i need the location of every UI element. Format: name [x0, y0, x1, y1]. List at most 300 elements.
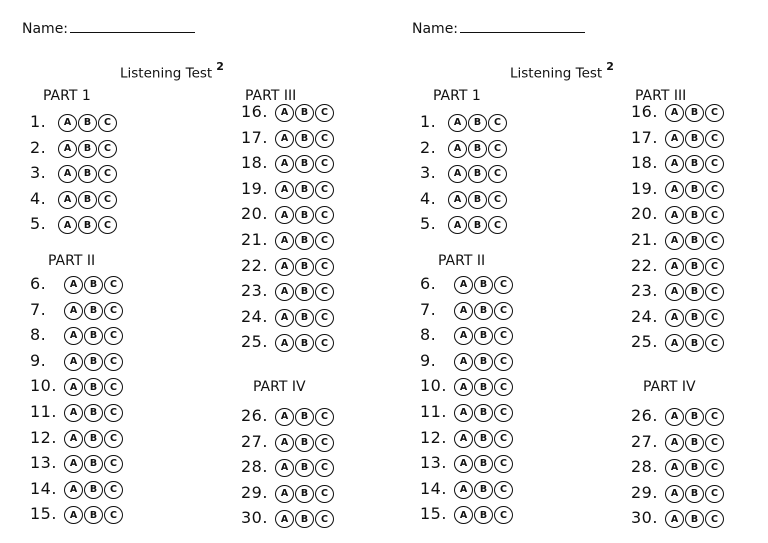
- answer-bubble-a[interactable]: A: [275, 510, 294, 528]
- answer-bubble-group: [665, 155, 725, 173]
- answer-bubble-b[interactable]: B: [295, 232, 314, 250]
- question-number: 28.: [631, 457, 658, 477]
- question-number: 25.: [241, 332, 268, 352]
- answer-bubble-a[interactable]: A: [275, 155, 294, 173]
- answer-bubble-b[interactable]: B: [685, 130, 704, 148]
- answer-bubble-c[interactable]: C: [98, 191, 117, 209]
- answer-bubble-a[interactable]: A: [454, 276, 473, 294]
- answer-bubble-b[interactable]: B: [685, 104, 704, 122]
- name-label-text: Name:: [22, 21, 69, 37]
- answer-bubble-group: [665, 485, 725, 503]
- answer-bubble-b[interactable]: B: [295, 408, 314, 426]
- answer-bubble-a[interactable]: A: [454, 481, 473, 499]
- answer-bubble-group: [64, 302, 124, 320]
- answer-bubble-group: [665, 459, 725, 477]
- answer-bubble-c[interactable]: C: [98, 216, 117, 234]
- answer-bubble-b[interactable]: B: [295, 130, 314, 148]
- answer-bubble-b[interactable]: B: [685, 232, 704, 250]
- answer-bubble-b[interactable]: B: [84, 430, 103, 448]
- part-heading: PART III: [245, 88, 297, 104]
- answer-bubble-c[interactable]: C: [488, 165, 507, 183]
- answer-bubble-c[interactable]: C: [494, 404, 513, 422]
- answer-bubble-c[interactable]: C: [705, 283, 724, 301]
- question-number: 26.: [241, 406, 268, 425]
- answer-bubble-c[interactable]: C: [494, 430, 513, 448]
- answer-bubble-group: [448, 165, 508, 183]
- answer-bubble-a[interactable]: A: [275, 408, 294, 426]
- answer-bubble-a[interactable]: A: [64, 353, 83, 371]
- answer-bubble-c[interactable]: C: [104, 378, 123, 396]
- answer-bubble-b[interactable]: B: [474, 327, 493, 345]
- answer-bubble-a[interactable]: A: [665, 232, 684, 250]
- answer-bubble-c[interactable]: C: [104, 353, 123, 371]
- answer-bubble-group: [275, 130, 335, 148]
- answer-bubble-group: [454, 404, 514, 422]
- question-number: 4.: [30, 188, 47, 208]
- answer-bubble-c[interactable]: C: [705, 334, 724, 352]
- answer-bubble-group: [64, 430, 124, 448]
- question-number: 27.: [241, 431, 268, 451]
- answer-bubble-a[interactable]: A: [64, 378, 83, 396]
- answer-bubble-b[interactable]: B: [468, 140, 487, 158]
- answer-bubble-a[interactable]: A: [665, 434, 684, 452]
- answer-bubble-c[interactable]: C: [705, 206, 724, 224]
- answer-bubble-c[interactable]: C: [104, 481, 123, 499]
- answer-bubble-c[interactable]: C: [705, 181, 724, 199]
- answer-bubble-a[interactable]: A: [58, 114, 77, 132]
- answer-bubble-group: [665, 130, 725, 148]
- answer-bubble-group: [665, 510, 725, 528]
- answer-bubble-c[interactable]: C: [104, 276, 123, 294]
- answer-bubble-b[interactable]: B: [685, 206, 704, 224]
- answer-bubble-b[interactable]: B: [295, 510, 314, 528]
- answer-bubble-a[interactable]: A: [64, 276, 83, 294]
- answer-bubble-a[interactable]: A: [454, 302, 473, 320]
- answer-bubble-c[interactable]: C: [705, 130, 724, 148]
- question-number: 10.: [420, 376, 447, 396]
- question-number: 11.: [420, 402, 447, 421]
- answer-bubble-b[interactable]: B: [295, 181, 314, 199]
- question-number: 27.: [631, 431, 658, 451]
- answer-bubble-c[interactable]: C: [104, 506, 123, 524]
- question-number: 3.: [420, 163, 437, 183]
- answer-bubble-group: [64, 506, 124, 524]
- answer-bubble-a[interactable]: A: [64, 327, 83, 345]
- answer-bubble-a[interactable]: A: [665, 283, 684, 301]
- answer-bubble-a[interactable]: A: [665, 104, 684, 122]
- question-number: 18.: [241, 153, 268, 173]
- answer-bubble-group: [58, 114, 118, 132]
- answer-bubble-a[interactable]: A: [665, 309, 684, 327]
- answer-bubble-c[interactable]: C: [488, 216, 507, 234]
- answer-bubble-c[interactable]: C: [104, 302, 123, 320]
- answer-bubble-b[interactable]: B: [685, 334, 704, 352]
- answer-bubble-c[interactable]: C: [315, 408, 334, 426]
- answer-bubble-a[interactable]: A: [448, 216, 467, 234]
- answer-bubble-group: [454, 302, 514, 320]
- name-field-label: [412, 20, 585, 37]
- question-number: 22.: [631, 255, 658, 275]
- answer-bubble-group: [275, 485, 335, 503]
- answer-bubble-a[interactable]: A: [454, 378, 473, 396]
- answer-bubble-c[interactable]: C: [705, 459, 724, 477]
- answer-bubble-b[interactable]: B: [468, 191, 487, 209]
- answer-bubble-group: [64, 455, 124, 473]
- answer-bubble-group: [275, 181, 335, 199]
- answer-bubble-c[interactable]: C: [705, 155, 724, 173]
- answer-bubble-b[interactable]: B: [84, 327, 103, 345]
- question-number: 12.: [420, 427, 447, 447]
- answer-bubble-a[interactable]: A: [448, 114, 467, 132]
- answer-bubble-b[interactable]: B: [84, 455, 103, 473]
- answer-bubble-b[interactable]: B: [468, 216, 487, 234]
- question-number: 8.: [30, 325, 47, 345]
- answer-bubble-c[interactable]: C: [98, 140, 117, 158]
- answer-bubble-a[interactable]: A: [665, 155, 684, 173]
- answer-bubble-c[interactable]: C: [315, 104, 334, 122]
- answer-bubble-c[interactable]: C: [315, 155, 334, 173]
- answer-bubble-a[interactable]: A: [275, 258, 294, 276]
- answer-bubble-b[interactable]: B: [468, 114, 487, 132]
- answer-bubble-c[interactable]: C: [488, 114, 507, 132]
- answer-bubble-group: [275, 232, 335, 250]
- answer-bubble-c[interactable]: C: [494, 302, 513, 320]
- answer-bubble-group: [275, 206, 335, 224]
- answer-bubble-c[interactable]: C: [315, 334, 334, 352]
- test-title-text: Listening Test: [120, 65, 213, 82]
- answer-bubble-group: [275, 309, 335, 327]
- answer-bubble-a[interactable]: A: [448, 165, 467, 183]
- test-number-superscript: 2: [606, 60, 614, 73]
- answer-bubble-b[interactable]: B: [474, 378, 493, 396]
- question-number: 17.: [631, 127, 658, 147]
- answer-bubble-c[interactable]: C: [104, 455, 123, 473]
- question-number: 10.: [30, 376, 57, 396]
- answer-bubble-b[interactable]: B: [685, 408, 704, 426]
- answer-bubble-c[interactable]: C: [315, 510, 334, 528]
- answer-bubble-a[interactable]: A: [665, 459, 684, 477]
- test-title-text: Listening Test: [510, 65, 603, 82]
- answer-bubble-c[interactable]: C: [98, 165, 117, 183]
- question-number: 8.: [420, 325, 437, 345]
- answer-bubble-group: [665, 258, 725, 276]
- answer-bubble-c[interactable]: C: [705, 309, 724, 327]
- answer-bubble-b[interactable]: B: [84, 302, 103, 320]
- answer-bubble-b[interactable]: B: [685, 181, 704, 199]
- answer-bubble-a[interactable]: A: [665, 408, 684, 426]
- answer-bubble-c[interactable]: C: [705, 434, 724, 452]
- part-heading: PART 1: [433, 88, 481, 104]
- answer-bubble-group: [665, 104, 725, 122]
- answer-bubble-a[interactable]: A: [665, 206, 684, 224]
- question-number: 9.: [420, 350, 437, 370]
- question-number: 6.: [420, 274, 437, 293]
- answer-bubble-b[interactable]: B: [84, 353, 103, 371]
- answer-bubble-c[interactable]: C: [488, 191, 507, 209]
- answer-bubble-b[interactable]: B: [295, 485, 314, 503]
- answer-bubble-a[interactable]: A: [448, 140, 467, 158]
- answer-bubble-group: [58, 191, 118, 209]
- answer-bubble-b[interactable]: B: [78, 216, 97, 234]
- answer-bubble-group: [275, 155, 335, 173]
- answer-bubble-b[interactable]: B: [84, 481, 103, 499]
- test-title: [120, 62, 224, 82]
- answer-bubble-b[interactable]: B: [295, 104, 314, 122]
- answer-bubble-b[interactable]: B: [295, 434, 314, 452]
- test-title: [510, 62, 614, 82]
- question-number: 5.: [420, 214, 437, 234]
- answer-bubble-a[interactable]: A: [275, 130, 294, 148]
- answer-bubble-group: [64, 276, 124, 294]
- question-number: 18.: [631, 153, 658, 173]
- answer-bubble-c[interactable]: C: [315, 258, 334, 276]
- answer-bubble-group: [275, 459, 335, 477]
- answer-bubble-b[interactable]: B: [295, 334, 314, 352]
- answer-bubble-b[interactable]: B: [295, 283, 314, 301]
- answer-bubble-b[interactable]: B: [474, 455, 493, 473]
- answer-bubble-b[interactable]: B: [474, 353, 493, 371]
- answer-bubble-a[interactable]: A: [275, 232, 294, 250]
- answer-bubble-b[interactable]: B: [685, 155, 704, 173]
- answer-bubble-c[interactable]: C: [494, 378, 513, 396]
- answer-bubble-group: [275, 334, 335, 352]
- answer-bubble-c[interactable]: C: [494, 455, 513, 473]
- part-heading: PART IV: [643, 379, 696, 395]
- answer-bubble-group: [64, 327, 124, 345]
- answer-bubble-b[interactable]: B: [78, 114, 97, 132]
- answer-bubble-a[interactable]: A: [275, 104, 294, 122]
- answer-bubble-b[interactable]: B: [295, 309, 314, 327]
- question-number: 7.: [420, 299, 437, 319]
- answer-bubble-a[interactable]: A: [454, 404, 473, 422]
- answer-bubble-group: [64, 378, 124, 396]
- name-input-line[interactable]: [70, 20, 195, 33]
- answer-bubble-b[interactable]: B: [84, 404, 103, 422]
- answer-bubble-a[interactable]: A: [665, 258, 684, 276]
- answer-bubble-group: [665, 181, 725, 199]
- answer-bubble-group: [448, 191, 508, 209]
- answer-bubble-a[interactable]: A: [665, 485, 684, 503]
- answer-bubble-group: [454, 327, 514, 345]
- answer-bubble-b[interactable]: B: [685, 258, 704, 276]
- answer-bubble-b[interactable]: B: [78, 165, 97, 183]
- answer-bubble-c[interactable]: C: [98, 114, 117, 132]
- part-heading: PART IV: [253, 379, 306, 395]
- answer-bubble-group: [454, 353, 514, 371]
- question-number: 28.: [241, 457, 268, 477]
- question-number: 2.: [420, 137, 437, 157]
- part-heading: PART II: [438, 253, 486, 269]
- answer-bubble-b[interactable]: B: [295, 459, 314, 477]
- part-heading: PART III: [635, 88, 687, 104]
- answer-bubble-group: [275, 434, 335, 452]
- answer-bubble-a[interactable]: A: [64, 302, 83, 320]
- answer-bubble-b[interactable]: B: [78, 191, 97, 209]
- answer-bubble-c[interactable]: C: [705, 232, 724, 250]
- answer-bubble-b[interactable]: B: [474, 302, 493, 320]
- answer-bubble-b[interactable]: B: [295, 155, 314, 173]
- answer-bubble-a[interactable]: A: [665, 334, 684, 352]
- name-field-label: [22, 20, 195, 37]
- question-number: 30.: [241, 508, 268, 528]
- answer-bubble-b[interactable]: B: [468, 165, 487, 183]
- answer-bubble-group: [64, 353, 124, 371]
- answer-bubble-a[interactable]: A: [64, 455, 83, 473]
- question-number: 11.: [30, 402, 57, 421]
- answer-bubble-group: [665, 206, 725, 224]
- answer-bubble-a[interactable]: A: [275, 459, 294, 477]
- answer-bubble-c[interactable]: C: [494, 506, 513, 524]
- answer-bubble-group: [665, 309, 725, 327]
- question-number: 23.: [241, 281, 268, 301]
- question-number: 19.: [241, 178, 268, 198]
- question-number: 30.: [631, 508, 658, 528]
- answer-bubble-c[interactable]: C: [494, 276, 513, 294]
- answer-bubble-a[interactable]: A: [275, 206, 294, 224]
- answer-bubble-a[interactable]: A: [454, 430, 473, 448]
- answer-bubble-a[interactable]: A: [454, 353, 473, 371]
- answer-bubble-a[interactable]: A: [58, 216, 77, 234]
- name-label-text: Name:: [412, 21, 459, 37]
- name-input-line[interactable]: [460, 20, 585, 33]
- answer-bubble-a[interactable]: A: [64, 430, 83, 448]
- answer-bubble-group: [665, 408, 725, 426]
- answer-bubble-b[interactable]: B: [685, 510, 704, 528]
- answer-bubble-group: [58, 216, 118, 234]
- answer-bubble-group: [454, 276, 514, 294]
- answer-bubble-b[interactable]: B: [685, 485, 704, 503]
- answer-bubble-a[interactable]: A: [665, 510, 684, 528]
- question-number: 13.: [420, 453, 447, 473]
- answer-bubble-a[interactable]: A: [64, 506, 83, 524]
- answer-bubble-b[interactable]: B: [474, 276, 493, 294]
- answer-bubble-c[interactable]: C: [705, 510, 724, 528]
- answer-bubble-group: [665, 232, 725, 250]
- answer-bubble-group: [275, 258, 335, 276]
- answer-bubble-b[interactable]: B: [685, 309, 704, 327]
- answer-bubble-c[interactable]: C: [104, 404, 123, 422]
- answer-bubble-b[interactable]: B: [685, 459, 704, 477]
- answer-bubble-a[interactable]: A: [64, 404, 83, 422]
- answer-bubble-group: [448, 140, 508, 158]
- question-number: 29.: [241, 482, 268, 502]
- question-number: 19.: [631, 178, 658, 198]
- answer-bubble-a[interactable]: A: [275, 181, 294, 199]
- part-heading: PART 1: [43, 88, 91, 104]
- answer-bubble-c[interactable]: C: [705, 104, 724, 122]
- answer-bubble-c[interactable]: C: [315, 485, 334, 503]
- answer-bubble-c[interactable]: C: [315, 232, 334, 250]
- answer-bubble-c[interactable]: C: [315, 206, 334, 224]
- answer-bubble-c[interactable]: C: [315, 309, 334, 327]
- answer-bubble-c[interactable]: C: [494, 481, 513, 499]
- answer-bubble-a[interactable]: A: [665, 181, 684, 199]
- answer-bubble-a[interactable]: A: [275, 309, 294, 327]
- answer-bubble-a[interactable]: A: [454, 327, 473, 345]
- part-heading: PART II: [48, 253, 96, 269]
- question-number: 20.: [631, 204, 658, 224]
- answer-bubble-c[interactable]: C: [705, 485, 724, 503]
- answer-bubble-b[interactable]: B: [474, 506, 493, 524]
- answer-bubble-a[interactable]: A: [275, 434, 294, 452]
- question-number: 14.: [30, 478, 57, 498]
- answer-bubble-a[interactable]: A: [454, 455, 473, 473]
- answer-bubble-c[interactable]: C: [315, 459, 334, 477]
- answer-bubble-b[interactable]: B: [84, 276, 103, 294]
- answer-bubble-c[interactable]: C: [104, 430, 123, 448]
- answer-bubble-c[interactable]: C: [315, 283, 334, 301]
- answer-bubble-a[interactable]: A: [58, 191, 77, 209]
- answer-bubble-c[interactable]: C: [315, 130, 334, 148]
- answer-bubble-group: [275, 283, 335, 301]
- answer-bubble-c[interactable]: C: [488, 140, 507, 158]
- answer-bubble-group: [275, 510, 335, 528]
- question-number: 21.: [241, 230, 268, 249]
- question-number: 4.: [420, 188, 437, 208]
- answer-bubble-c[interactable]: C: [104, 327, 123, 345]
- answer-bubble-a[interactable]: A: [275, 334, 294, 352]
- answer-bubble-b[interactable]: B: [295, 206, 314, 224]
- question-number: 15.: [30, 504, 57, 524]
- answer-bubble-a[interactable]: A: [58, 140, 77, 158]
- answer-bubble-b[interactable]: B: [84, 378, 103, 396]
- question-number: 14.: [420, 478, 447, 498]
- answer-bubble-a[interactable]: A: [64, 481, 83, 499]
- answer-bubble-c[interactable]: C: [315, 181, 334, 199]
- answer-bubble-c[interactable]: C: [494, 353, 513, 371]
- question-number: 24.: [631, 306, 658, 326]
- question-number: 21.: [631, 230, 658, 249]
- answer-bubble-b[interactable]: B: [474, 430, 493, 448]
- answer-bubble-c[interactable]: C: [494, 327, 513, 345]
- answer-bubble-group: [64, 404, 124, 422]
- answer-bubble-b[interactable]: B: [78, 140, 97, 158]
- answer-bubble-b[interactable]: B: [685, 434, 704, 452]
- question-number: 23.: [631, 281, 658, 301]
- answer-bubble-c[interactable]: C: [705, 408, 724, 426]
- answer-bubble-a[interactable]: A: [275, 485, 294, 503]
- answer-bubble-b[interactable]: B: [474, 481, 493, 499]
- answer-bubble-b[interactable]: B: [295, 258, 314, 276]
- question-number: 17.: [241, 127, 268, 147]
- answer-bubble-c[interactable]: C: [315, 434, 334, 452]
- question-number: 5.: [30, 214, 47, 234]
- question-number: 13.: [30, 453, 57, 473]
- question-number: 7.: [30, 299, 47, 319]
- answer-bubble-b[interactable]: B: [685, 283, 704, 301]
- question-number: 15.: [420, 504, 447, 524]
- answer-bubble-group: [454, 430, 514, 448]
- question-number: 12.: [30, 427, 57, 447]
- answer-bubble-a[interactable]: A: [448, 191, 467, 209]
- answer-bubble-a[interactable]: A: [58, 165, 77, 183]
- answer-bubble-group: [454, 455, 514, 473]
- question-number: 16.: [631, 102, 658, 121]
- question-number: 2.: [30, 137, 47, 157]
- answer-bubble-b[interactable]: B: [474, 404, 493, 422]
- answer-bubble-group: [58, 140, 118, 158]
- answer-bubble-group: [275, 408, 335, 426]
- answer-bubble-c[interactable]: C: [705, 258, 724, 276]
- question-number: 22.: [241, 255, 268, 275]
- question-number: 16.: [241, 102, 268, 121]
- answer-bubble-a[interactable]: A: [275, 283, 294, 301]
- question-number: 1.: [30, 112, 47, 131]
- answer-bubble-group: [58, 165, 118, 183]
- answer-bubble-a[interactable]: A: [454, 506, 473, 524]
- answer-bubble-a[interactable]: A: [665, 130, 684, 148]
- answer-bubble-b[interactable]: B: [84, 506, 103, 524]
